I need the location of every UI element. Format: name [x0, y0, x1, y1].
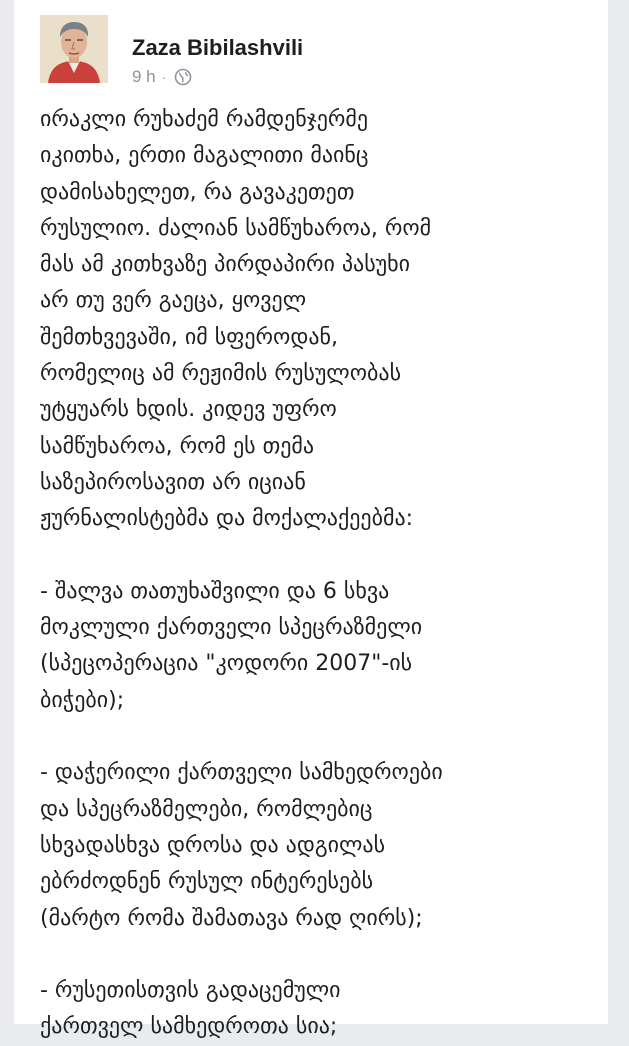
post-text-line: შემთხვევაში, იმ სფეროდან, — [40, 324, 338, 350]
post-header — [40, 15, 580, 87]
author-name[interactable]: Zaza Bibilashvili — [132, 35, 304, 60]
post-card — [14, 0, 608, 1040]
post-text-line: (სპეცოპერაცია "კოდორი 2007"-ის — [40, 651, 413, 677]
paragraph-gap — [40, 937, 600, 973]
post-text-line: ებრძოდნენ რუსულ ინტერესებს — [40, 869, 374, 895]
post-text-line: - შალვა თათუხაშვილი და 6 სხვა — [40, 578, 390, 604]
post-text-line: სამწუხაროა, რომ ეს თემა — [40, 433, 315, 459]
meta-separator: · — [161, 69, 167, 85]
post-text-line: არ თუ ვერ გაეცა, ყოველ — [40, 288, 307, 314]
post-meta — [132, 67, 192, 87]
globe-icon[interactable] — [174, 68, 192, 86]
post-text-line: - რუსეთისთვის გადაცემული — [40, 978, 341, 1004]
paragraph-gap — [40, 719, 600, 755]
post-text-line: (მარტო რომა შამათავა რად ღირს); — [40, 905, 423, 931]
post-text-line: ქართველ სამხედროთა სია; — [40, 1014, 338, 1040]
post-text-line: ჟურნალისტებმა და მოქალაქეებმა: — [40, 506, 414, 532]
post-text-line: საზეპიროსავით არ იციან — [40, 469, 306, 495]
post-text-line: ბიჭები); — [40, 687, 125, 713]
post-text-line: რომელიც ამ რეჟიმის რუსულობას — [40, 361, 402, 387]
post-text-line: - დაჭერილი ქართველი სამხედროები — [40, 760, 443, 786]
post-body-text — [40, 102, 600, 1046]
avatar-portrait-icon — [40, 15, 108, 83]
post-text-line: და სპეცრაზმელები, რომლებიც — [40, 796, 373, 822]
post-text-line: ირაკლი რუხაძემ რამდენჯერმე — [40, 107, 369, 132]
paragraph-gap — [40, 538, 600, 574]
post-text-line: მას ამ კითხვაზე პირდაპირი პასუხი — [40, 252, 411, 278]
post-text-line: დამისახელეთ, რა გავაკეთეთ — [40, 179, 355, 205]
avatar[interactable] — [40, 15, 108, 83]
post-text-line: სხვადასხვა დროსა და ადგილას — [40, 832, 386, 858]
post-text-line: უტყუარს ხდის. კიდევ უფრო — [40, 397, 337, 423]
post-text-line: იკითხა, ერთი მაგალითი მაინც — [40, 143, 369, 169]
post-text-line: მოკლული ქართველი სპეცრაზმელი — [40, 615, 423, 641]
post-timestamp[interactable]: 9 h — [132, 67, 156, 86]
post-text-line: რუსულიო. ძალიან სამწუხაროა, რომ — [40, 215, 432, 241]
